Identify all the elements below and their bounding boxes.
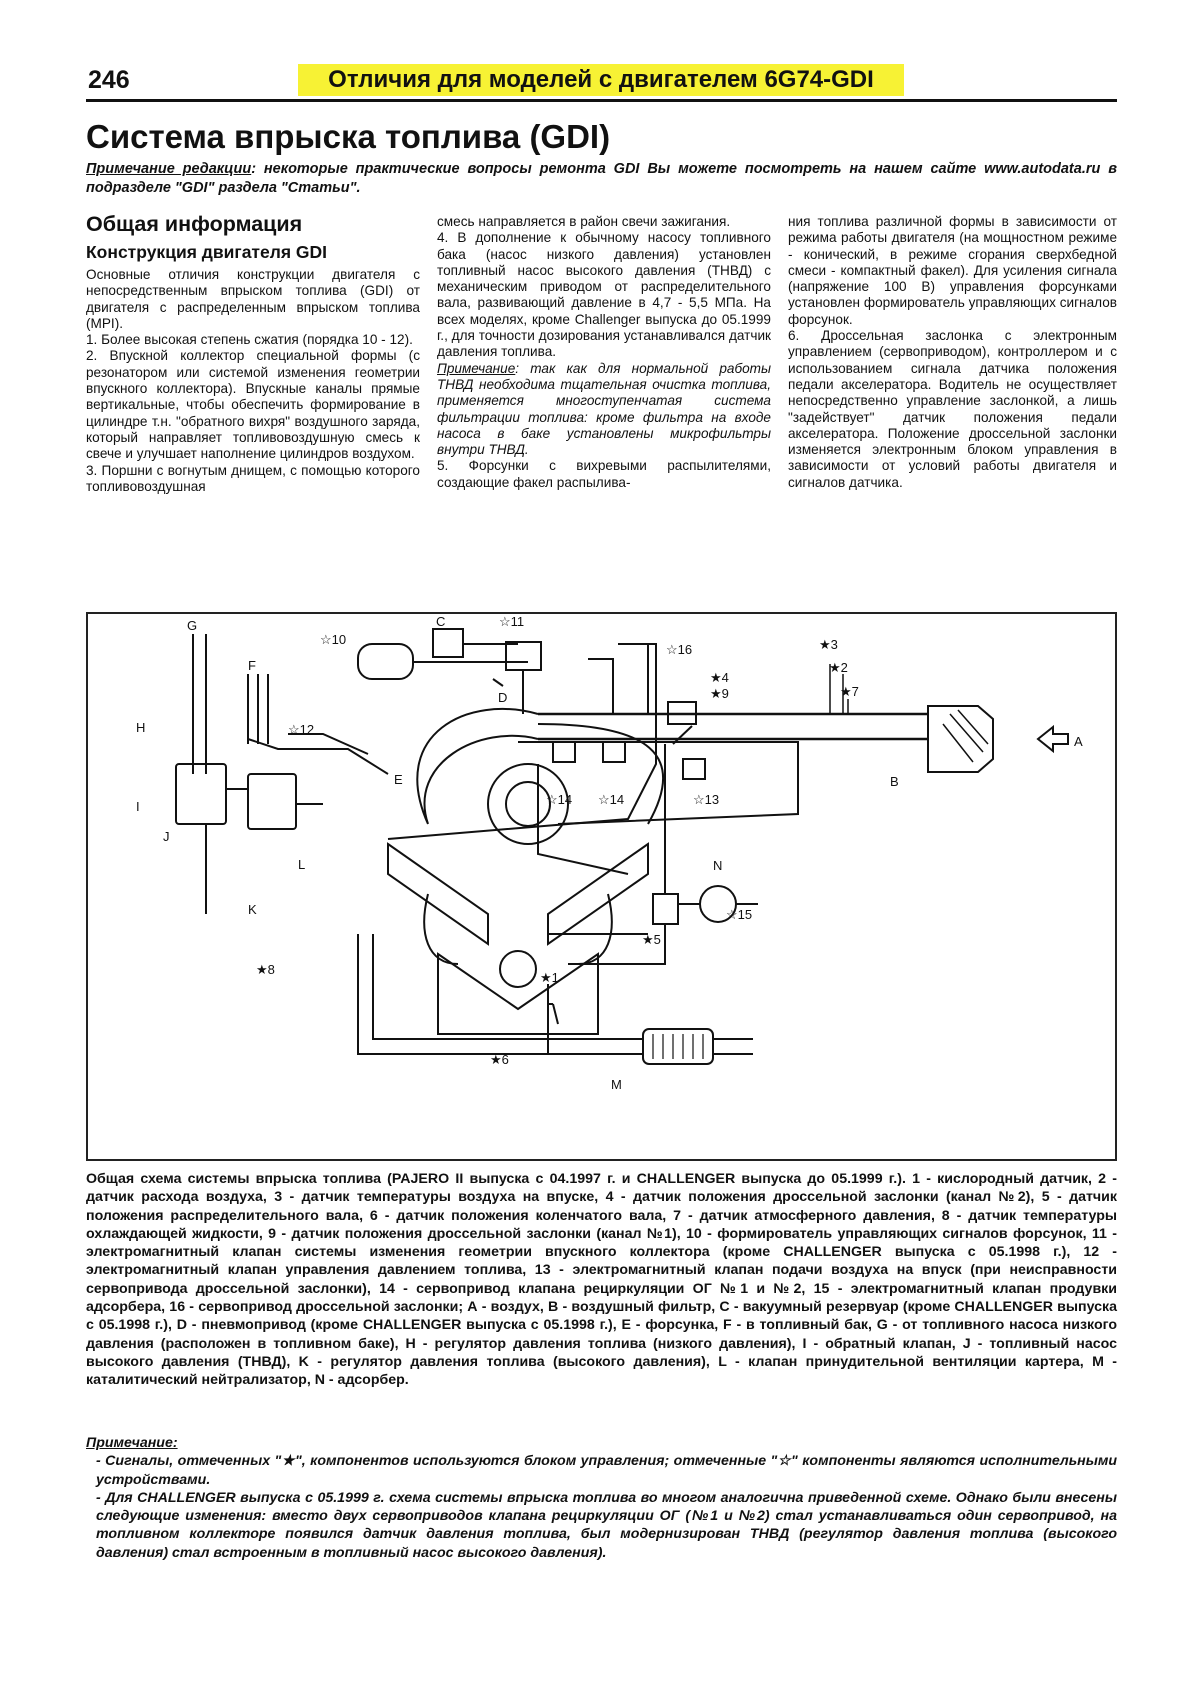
diagram-label: ☆12: [288, 722, 315, 737]
diagram-label: H: [136, 720, 146, 735]
diagram-label: ☆14: [598, 792, 625, 807]
diagram-label: E: [394, 772, 403, 787]
note-text: : так как для нормальной работы ТНВД необходима тщательная очистка топлива, применяется многоступенчатая система фильтрации топлива: кроме фильтра на входе насоса в баке установлены микрофильтры внутри ТНВД.: [437, 360, 771, 458]
diagram-label: I: [136, 799, 140, 814]
header-rule: [86, 99, 1117, 102]
diagram-label: B: [890, 774, 899, 789]
caption-legend: 1 - кислородный датчик, 2 - датчик расхода воздуха, 3 - датчик температуры воздуха на впуске, 4 - датчик положения дроссельной заслонки (канал №2), 5 - датчик положения распределительного вала, 6 - датчик положения коленчатого вала, 7 - датчик атмосферного давления, 8 - датчик температуры охлаждающей жидкости, 9 - датчик положения дроссельной заслонки (канал №1), 10 - формирователь управляющих сигналов форсунок, 11 - электромагнитный клапан системы изменения геометрии впускного коллектора (кроме CHALLENGER выпуска с 05.1998 г.), 12 - электромагнитный клапан управления давлением топлива, 13 - электромагнитный клапан подачи воздуха на впуск (при неисправности сервопривода дроссельной заслонки), 14 - сервопривод клапана рециркуляции ОГ №1 и №2, 15 - электромагнитный клапан продувки адсорбера, 16 - сервопривод дроссельной заслонки; А - воздух, В - воздушный фильтр, С - вакуумный резервуар (кроме CHALLENGER выпуска с 05.1998 г.), D - пневмопривод (кроме CHALLENGER выпуска с 05.1998 г.), Е - форсунка, F - в топливный бак, G - от топливного насоса низкого давления (расположен в топливном баке), Н - регулятор давления топлива (низкого давления), I - обратный клапан, J - топливный насос высокого давления (ТНВД), K - регулятор давления топлива (высокого давления), L - клапан принудительной вентиляции картера, М - каталитический нейтрализатор, N - адсорбер.: [86, 1171, 1117, 1389]
diagram-label: ★7: [840, 684, 859, 699]
note-item: - Для CHALLENGER выпуска с 05.1999 г. схема системы впрыска топлива во многом аналогична приведенной схеме. Однако были внесены следующие изменения: вместо двух сервоприводов клапана рециркуляции ОГ (№1 и №2) стал устанавливаться один сервопривод, на топливном коллекторе появился датчик давления топлива, был модернизирован ТНВД (регулятор давления топлива (высокого давления) стал встроенным в топливный насос высокого давления).: [96, 1489, 1117, 1561]
diagram-label: ☆11: [499, 614, 525, 629]
paragraph: ния топлива различной формы в зависимости от режима работы двигателя (на мощностном режиме - конический, в режиме сгорания сверхбедной смеси - компактный факел). Для усиления сигнала (напряжение 100 В) управления форсунками установлен формирователь управляющих сигналов форсунок.: [788, 214, 1117, 327]
editor-note: [86, 160, 1117, 198]
diagram-label: ★8: [256, 962, 275, 977]
diagram-label: ☆10: [320, 632, 347, 647]
paragraph: 4. В дополнение к обычному насосу топливного бака (насос низкого давления) установлен топливный насос высокого давления (ТНВД) с механическим приводом от распределительного вала, развивающий давление в 4,7 - 5,5 МПа. На всех моделях, кроме Challenger выпуска до 05.1999 г., для точности дозирования устанавливался датчик давления топлива.: [437, 230, 771, 360]
diagram-label: ☆14: [546, 792, 573, 807]
diagram-label: ★6: [490, 1052, 509, 1067]
diagram-label: ★5: [642, 932, 661, 947]
diagram-label: ★9: [710, 686, 729, 701]
page-number: 246: [88, 66, 130, 94]
editor-note-label: Примечание редакции: [86, 161, 252, 177]
diagram-label: K: [248, 902, 257, 917]
text-column-3: [788, 214, 1117, 491]
diagram-label: L: [298, 857, 306, 872]
notes-label: Примечание:: [86, 1435, 178, 1451]
diagram-label: A: [1074, 734, 1083, 749]
diagram-label: J: [163, 829, 170, 844]
caption-title: Общая схема системы впрыска топлива (PAJERO II выпуска с 04.1997 г. и CHALLENGER выпуска до 05.1999 г.).: [86, 1171, 906, 1187]
chapter-header: Отличия для моделей с двигателем 6G74-GDI: [298, 64, 904, 96]
diagram-label: F: [248, 658, 256, 673]
paragraph: 5. Форсунки с вихревыми распылителями, создающие факел распылива-: [437, 458, 771, 490]
diagram-label: ☆15: [726, 907, 753, 922]
notes: [86, 1434, 1117, 1562]
editor-note-text: : некоторые практические вопросы ремонта GDI Вы можете посмотреть на нашем сайте www.autodata.ru в подразделе "GDI" раздела "Статьи".: [86, 161, 1117, 196]
diagram-label: ☆16: [666, 642, 693, 657]
diagram-label: ★1: [540, 970, 559, 985]
diagram-label: D: [498, 690, 508, 705]
diagram-label: C: [436, 614, 446, 629]
paragraph: 3. Поршни с вогнутым днищем, с помощью которого топливовоздушная: [86, 462, 420, 494]
paragraph: 2. Впускной коллектор специальной формы (с резонатором или системой изменения геометрии впускного коллектора). Впускные каналы прямые вертикальные, чтобы обеспечить формирование в цилиндре т.н. "обратного вихря" воздушного заряда, который направляет топливовоздушную смесь к свече и улучшает наполнение цилиндров воздухом.: [86, 348, 420, 462]
diagram-label: ★4: [710, 670, 729, 685]
paragraph: смесь направляется в район свечи зажигания.: [437, 214, 731, 229]
diagram-label: N: [713, 858, 723, 873]
diagram-label: ☆13: [693, 792, 720, 807]
diagram-drawing: [88, 614, 1115, 1159]
text-column-2: [437, 214, 771, 491]
diagram-label: G: [187, 618, 198, 633]
fuel-injection-diagram: [86, 612, 1117, 1161]
diagram-caption: [86, 1170, 1117, 1390]
section-title: Система впрыска топлива (GDI): [86, 118, 611, 155]
general-info-heading: Общая информация: [86, 212, 303, 236]
diagram-label: ★3: [819, 637, 838, 652]
paragraph: 1. Более высокая степень сжатия (порядка 10 - 12).: [86, 332, 413, 348]
text-column-1: [86, 210, 420, 495]
note-label: Примечание: [437, 360, 516, 376]
engine-design-heading: Конструкция двигателя GDI: [86, 242, 328, 262]
diagram-label: M: [611, 1077, 622, 1092]
filtration-note: [437, 361, 771, 459]
paragraph: Основные отличия конструкции двигателя с непосредственным впрыском топлива (GDI) от двигателя с распределенным впрыском топлива (MPI).: [86, 267, 420, 331]
paragraph: 6. Дроссельная заслонка с электронным управлением (сервоприводом), контроллером и с использованием сигнала датчика положения педали акселератора. Водитель не осуществляет непосредственно управление заслонкой, а лишь "задействует" датчик положения педали акселератора. Положение дроссельной заслонки изменяется электронным блоком управления в зависимости от условий работы двигателя и сигналов датчика.: [788, 328, 1117, 490]
note-item: - Сигналы, отмеченных "★", компонентов используются блоком управления; отмеченные "☆" компоненты являются исполнительными устройствами.: [96, 1453, 1117, 1488]
diagram-label: ★2: [829, 660, 848, 675]
